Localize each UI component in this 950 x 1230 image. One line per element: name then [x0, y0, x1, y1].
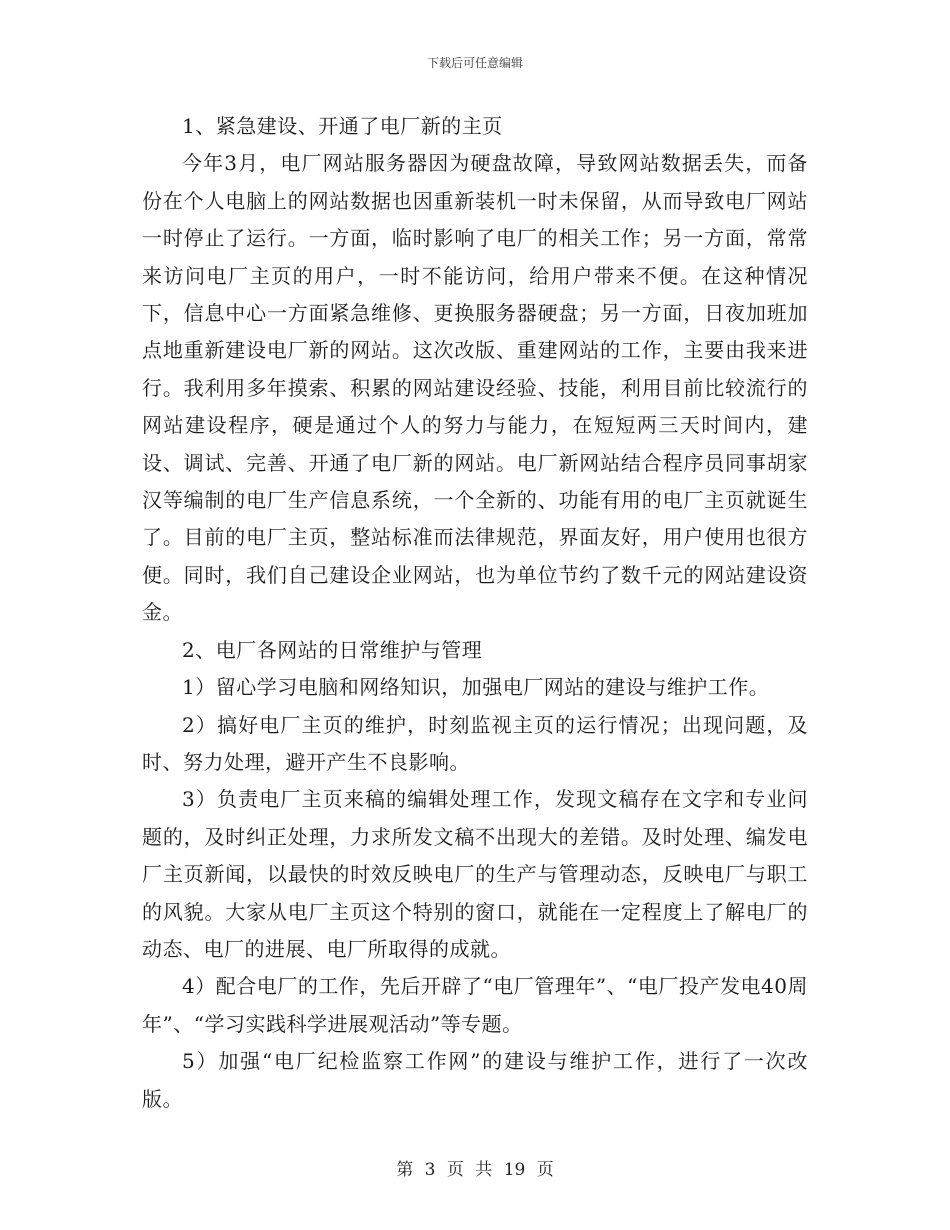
page-header: 下载后可任意编辑 — [426, 56, 523, 70]
document-body — [142, 108, 808, 1118]
list-item-3: 3）负责电厂主页来稿的编辑处理工作，发现文稿存在文字和专业问题的，及时纠正处理，力求所发文稿不出现大的差错。及时处理、编发电厂主页新闻，以最快的时效反映电厂的生产与管理动态，反映电厂与职工的风貌。大家从电厂主页这个特别的窗口，就能在一定程度上了解电厂的动态、电厂的进展、电厂所取得的成就。 — [142, 787, 808, 961]
list-item-1: 1）留心学习电脑和网络知识，加强电厂网站的建设与维护工作。 — [182, 675, 770, 700]
list-item-5: 5）加强“电厂纪检监察工作网”的建设与维护工作，进行了一次改版。 — [142, 1049, 808, 1111]
body-paragraph: 今年3月，电厂网站服务器因为硬盘故障，导致网站数据丢失，而备份在个人电脑上的网站数据也因重新装机一时未保留，从而导致电厂网站一时停止了运行。一方面，临时影响了电厂的相关工作；另一方面，常常来访问电厂主页的用户，一时不能访问，给用户带来不便。在这种情况下，信息中心一方面紧急维修、更换服务器硬盘；另一方面，日夜加班加点地重新建设电厂新的网站。这次改版、重建网站的工作，主要由我来进行。我利用多年摸索、积累的网站建设经验、技能，利用目前比较流行的网站建设程序，硬是通过个人的努力与能力，在短短两三天时间内，建设、调试、完善、开通了电厂新的网站。电厂新网站结合程序员同事胡家汉等编制的电厂生产信息系统，一个全新的、功能有用的电厂主页就诞生了。目前的电厂主页，整站标准而法律规范，界面友好，用户使用也很方便。同时，我们自己建设企业网站，也为单位节约了数千元的网站建设资金。 — [142, 151, 808, 625]
section-heading-1: 1、紧急建设、开通了电厂新的主页 — [182, 114, 503, 138]
list-item-2: 2）搞好电厂主页的维护，时刻监视主页的运行情况；出现问题，及时、努力处理，避开产生不良影响。 — [142, 712, 808, 774]
page-number-footer: 第 3 页 共 19 页 — [396, 1160, 554, 1180]
list-item-4: 4）配合电厂的工作，先后开辟了“电厂管理年”、“电厂投产发电40周年”、“学习实践科学进展观活动”等专题。 — [142, 974, 808, 1036]
section-heading-2: 2、电厂各网站的日常维护与管理 — [182, 637, 483, 662]
